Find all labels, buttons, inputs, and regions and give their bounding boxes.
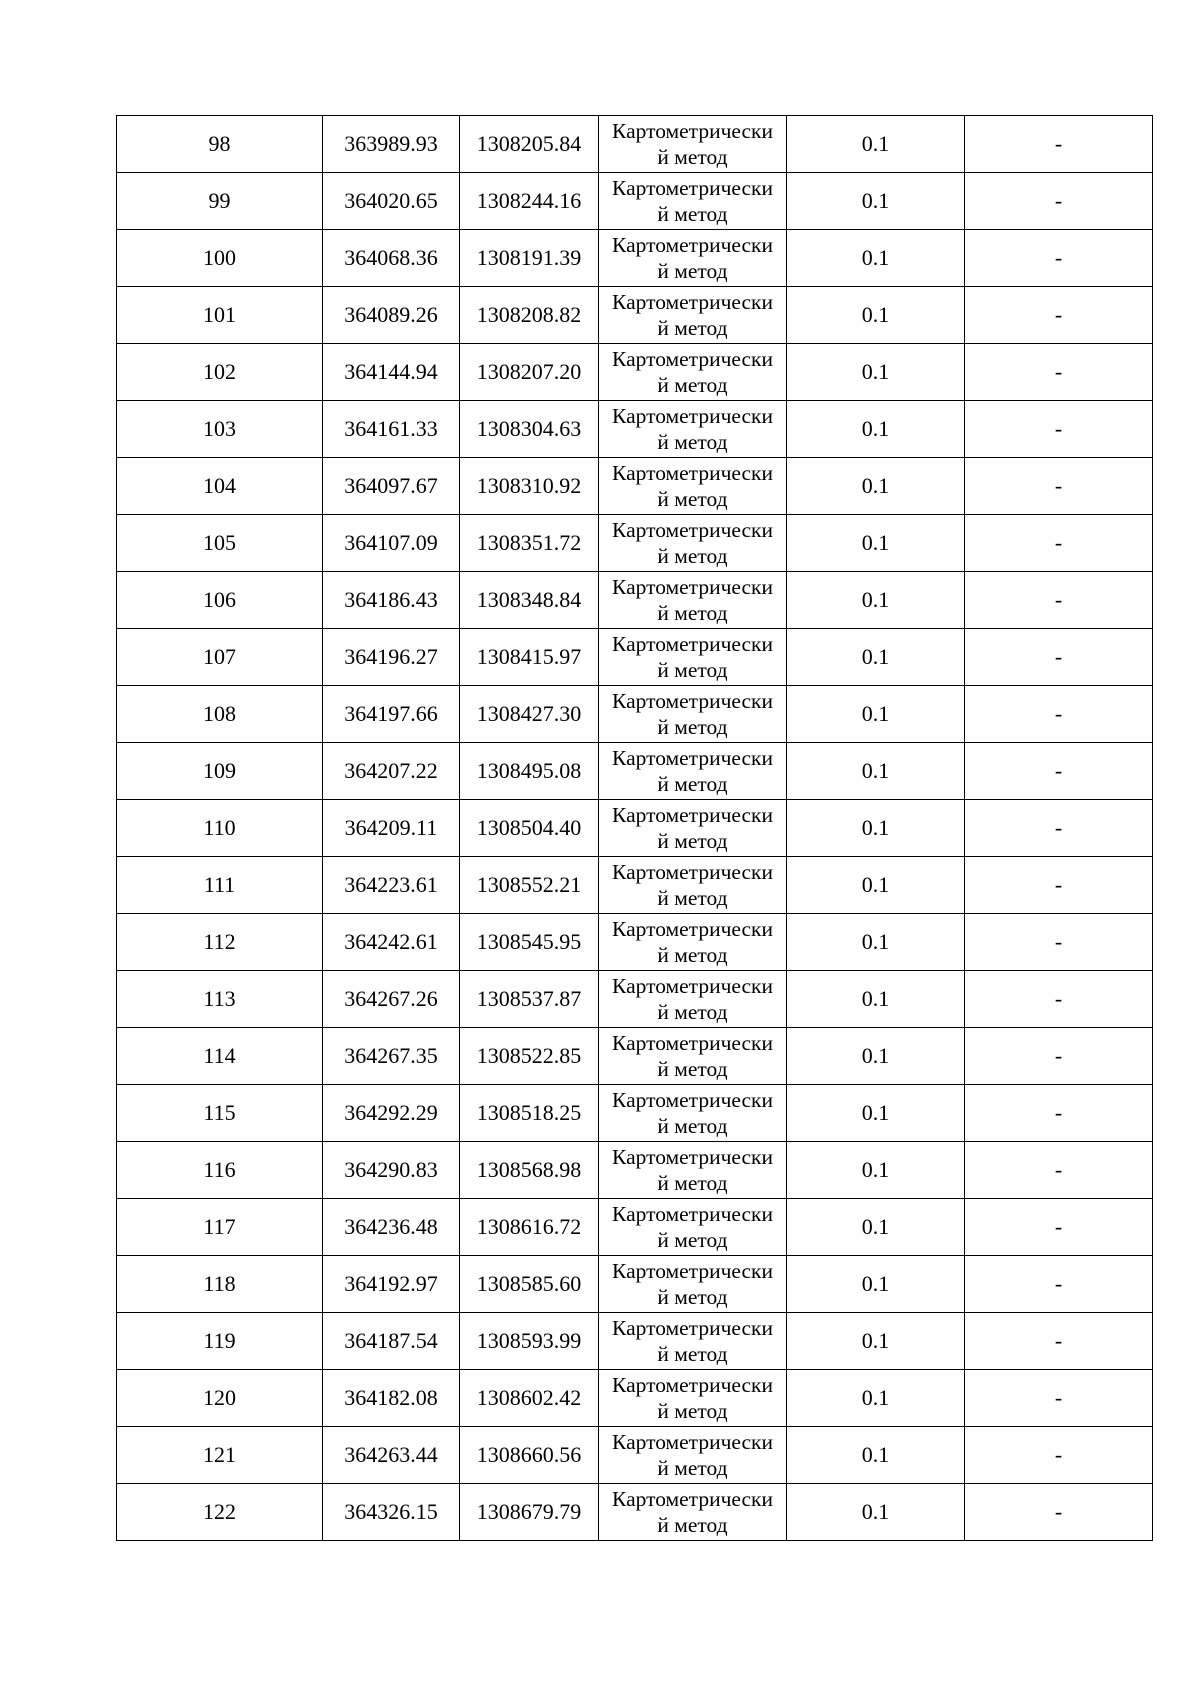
method-cell <box>599 401 787 458</box>
table-row <box>117 401 1153 458</box>
method-text-line-1: Картометрически <box>612 461 773 485</box>
y-coordinate-cell: 1308495.08 <box>460 743 599 800</box>
point-number-cell: 111 <box>117 857 323 914</box>
accuracy-cell: 0.1 <box>787 287 965 344</box>
method-text-line-2: й метод <box>657 430 728 454</box>
note-cell: - <box>965 971 1153 1028</box>
method-cell <box>599 686 787 743</box>
method-text-line-2: й метод <box>657 886 728 910</box>
method-cell <box>599 1427 787 1484</box>
point-number-cell: 101 <box>117 287 323 344</box>
y-coordinate-cell: 1308537.87 <box>460 971 599 1028</box>
method-text-line-1: Картометрически <box>612 119 773 143</box>
note-cell: - <box>965 344 1153 401</box>
method-cell <box>599 857 787 914</box>
method-text-line-1: Картометрически <box>612 575 773 599</box>
x-coordinate-cell: 364020.65 <box>323 173 460 230</box>
method-text-line-1: Картометрически <box>612 1430 773 1454</box>
y-coordinate-cell: 1308522.85 <box>460 1028 599 1085</box>
note-cell: - <box>965 515 1153 572</box>
x-coordinate-cell: 364326.15 <box>323 1484 460 1541</box>
accuracy-cell: 0.1 <box>787 743 965 800</box>
method-text-line-2: й метод <box>657 202 728 226</box>
x-coordinate-cell: 364187.54 <box>323 1313 460 1370</box>
method-cell <box>599 1142 787 1199</box>
y-coordinate-cell: 1308351.72 <box>460 515 599 572</box>
method-cell <box>599 230 787 287</box>
x-coordinate-cell: 364290.83 <box>323 1142 460 1199</box>
x-coordinate-cell: 364263.44 <box>323 1427 460 1484</box>
method-cell <box>599 344 787 401</box>
note-cell: - <box>965 458 1153 515</box>
point-number-cell: 114 <box>117 1028 323 1085</box>
note-cell: - <box>965 1085 1153 1142</box>
document-page <box>116 115 1152 1541</box>
method-text-line-2: й метод <box>657 772 728 796</box>
note-cell: - <box>965 1484 1153 1541</box>
table-row <box>117 116 1153 173</box>
note-cell: - <box>965 116 1153 173</box>
x-coordinate-cell: 364207.22 <box>323 743 460 800</box>
point-number-cell: 110 <box>117 800 323 857</box>
method-cell <box>599 800 787 857</box>
point-number-cell: 108 <box>117 686 323 743</box>
method-text-line-2: й метод <box>657 601 728 625</box>
y-coordinate-cell: 1308504.40 <box>460 800 599 857</box>
table-row <box>117 1427 1153 1484</box>
accuracy-cell: 0.1 <box>787 572 965 629</box>
table-row <box>117 971 1153 1028</box>
method-text-line-1: Картометрически <box>612 632 773 656</box>
x-coordinate-cell: 364107.09 <box>323 515 460 572</box>
point-number-cell: 116 <box>117 1142 323 1199</box>
note-cell: - <box>965 287 1153 344</box>
point-number-cell: 102 <box>117 344 323 401</box>
method-text-line-2: й метод <box>657 829 728 853</box>
table-row <box>117 515 1153 572</box>
method-text-line-2: й метод <box>657 145 728 169</box>
accuracy-cell: 0.1 <box>787 1256 965 1313</box>
table-row <box>117 1142 1153 1199</box>
method-text-line-1: Картометрически <box>612 233 773 257</box>
method-text-line-2: й метод <box>657 259 728 283</box>
method-text-line-1: Картометрически <box>612 689 773 713</box>
method-cell <box>599 914 787 971</box>
point-number-cell: 121 <box>117 1427 323 1484</box>
method-text-line-2: й метод <box>657 1285 728 1309</box>
method-text-line-1: Картометрически <box>612 974 773 998</box>
note-cell: - <box>965 173 1153 230</box>
table-row <box>117 629 1153 686</box>
point-number-cell: 122 <box>117 1484 323 1541</box>
method-text-line-2: й метод <box>657 1228 728 1252</box>
x-coordinate-cell: 364097.67 <box>323 458 460 515</box>
method-text-line-2: й метод <box>657 1000 728 1024</box>
method-text-line-1: Картометрически <box>612 1031 773 1055</box>
x-coordinate-cell: 364242.61 <box>323 914 460 971</box>
y-coordinate-cell: 1308593.99 <box>460 1313 599 1370</box>
note-cell: - <box>965 629 1153 686</box>
method-text-line-2: й метод <box>657 1057 728 1081</box>
x-coordinate-cell: 364196.27 <box>323 629 460 686</box>
y-coordinate-cell: 1308348.84 <box>460 572 599 629</box>
accuracy-cell: 0.1 <box>787 857 965 914</box>
y-coordinate-cell: 1308191.39 <box>460 230 599 287</box>
method-text-line-2: й метод <box>657 1171 728 1195</box>
y-coordinate-cell: 1308205.84 <box>460 116 599 173</box>
x-coordinate-cell: 363989.93 <box>323 116 460 173</box>
y-coordinate-cell: 1308552.21 <box>460 857 599 914</box>
y-coordinate-cell: 1308244.16 <box>460 173 599 230</box>
method-text-line-2: й метод <box>657 1399 728 1423</box>
accuracy-cell: 0.1 <box>787 1313 965 1370</box>
x-coordinate-cell: 364267.35 <box>323 1028 460 1085</box>
y-coordinate-cell: 1308660.56 <box>460 1427 599 1484</box>
method-text-line-1: Картометрически <box>612 803 773 827</box>
table-row <box>117 458 1153 515</box>
accuracy-cell: 0.1 <box>787 629 965 686</box>
accuracy-cell: 0.1 <box>787 173 965 230</box>
note-cell: - <box>965 1199 1153 1256</box>
method-text-line-1: Картометрически <box>612 860 773 884</box>
point-number-cell: 117 <box>117 1199 323 1256</box>
x-coordinate-cell: 364144.94 <box>323 344 460 401</box>
x-coordinate-cell: 364223.61 <box>323 857 460 914</box>
x-coordinate-cell: 364267.26 <box>323 971 460 1028</box>
coordinates-table <box>116 115 1153 1541</box>
method-cell <box>599 1484 787 1541</box>
table-row <box>117 857 1153 914</box>
point-number-cell: 120 <box>117 1370 323 1427</box>
method-text-line-1: Картометрически <box>612 290 773 314</box>
table-row <box>117 1370 1153 1427</box>
method-text-line-2: й метод <box>657 658 728 682</box>
point-number-cell: 104 <box>117 458 323 515</box>
x-coordinate-cell: 364192.97 <box>323 1256 460 1313</box>
accuracy-cell: 0.1 <box>787 230 965 287</box>
y-coordinate-cell: 1308585.60 <box>460 1256 599 1313</box>
point-number-cell: 106 <box>117 572 323 629</box>
table-row <box>117 344 1153 401</box>
accuracy-cell: 0.1 <box>787 458 965 515</box>
method-text-line-1: Картометрически <box>612 1259 773 1283</box>
method-cell <box>599 1028 787 1085</box>
point-number-cell: 115 <box>117 1085 323 1142</box>
method-text-line-1: Картометрически <box>612 1145 773 1169</box>
point-number-cell: 107 <box>117 629 323 686</box>
method-text-line-2: й метод <box>657 715 728 739</box>
y-coordinate-cell: 1308679.79 <box>460 1484 599 1541</box>
method-cell <box>599 1085 787 1142</box>
note-cell: - <box>965 1313 1153 1370</box>
accuracy-cell: 0.1 <box>787 686 965 743</box>
accuracy-cell: 0.1 <box>787 1085 965 1142</box>
note-cell: - <box>965 1256 1153 1313</box>
method-text-line-2: й метод <box>657 1513 728 1537</box>
y-coordinate-cell: 1308208.82 <box>460 287 599 344</box>
method-text-line-2: й метод <box>657 373 728 397</box>
method-text-line-2: й метод <box>657 1114 728 1138</box>
table-row <box>117 1484 1153 1541</box>
note-cell: - <box>965 401 1153 458</box>
method-cell <box>599 1256 787 1313</box>
method-cell <box>599 971 787 1028</box>
x-coordinate-cell: 364209.11 <box>323 800 460 857</box>
note-cell: - <box>965 857 1153 914</box>
point-number-cell: 109 <box>117 743 323 800</box>
accuracy-cell: 0.1 <box>787 1427 965 1484</box>
y-coordinate-cell: 1308616.72 <box>460 1199 599 1256</box>
note-cell: - <box>965 1370 1153 1427</box>
method-text-line-2: й метод <box>657 316 728 340</box>
table-row <box>117 230 1153 287</box>
table-row <box>117 173 1153 230</box>
method-text-line-1: Картометрически <box>612 1202 773 1226</box>
note-cell: - <box>965 1028 1153 1085</box>
accuracy-cell: 0.1 <box>787 344 965 401</box>
coordinates-table-body <box>117 116 1153 1541</box>
table-row <box>117 1085 1153 1142</box>
method-text-line-1: Картометрически <box>612 176 773 200</box>
method-text-line-1: Картометрически <box>612 1316 773 1340</box>
x-coordinate-cell: 364186.43 <box>323 572 460 629</box>
table-row <box>117 743 1153 800</box>
table-row <box>117 1028 1153 1085</box>
note-cell: - <box>965 914 1153 971</box>
method-text-line-1: Картометрически <box>612 1487 773 1511</box>
x-coordinate-cell: 364197.66 <box>323 686 460 743</box>
note-cell: - <box>965 686 1153 743</box>
point-number-cell: 105 <box>117 515 323 572</box>
y-coordinate-cell: 1308602.42 <box>460 1370 599 1427</box>
y-coordinate-cell: 1308518.25 <box>460 1085 599 1142</box>
note-cell: - <box>965 230 1153 287</box>
table-row <box>117 686 1153 743</box>
method-text-line-2: й метод <box>657 943 728 967</box>
method-text-line-2: й метод <box>657 1342 728 1366</box>
note-cell: - <box>965 743 1153 800</box>
point-number-cell: 99 <box>117 173 323 230</box>
method-text-line-1: Картометрически <box>612 1088 773 1112</box>
y-coordinate-cell: 1308427.30 <box>460 686 599 743</box>
accuracy-cell: 0.1 <box>787 1142 965 1199</box>
method-cell <box>599 743 787 800</box>
accuracy-cell: 0.1 <box>787 800 965 857</box>
x-coordinate-cell: 364236.48 <box>323 1199 460 1256</box>
accuracy-cell: 0.1 <box>787 1199 965 1256</box>
method-cell <box>599 1313 787 1370</box>
accuracy-cell: 0.1 <box>787 1028 965 1085</box>
method-cell <box>599 1370 787 1427</box>
table-row <box>117 1313 1153 1370</box>
point-number-cell: 118 <box>117 1256 323 1313</box>
method-text-line-1: Картометрически <box>612 518 773 542</box>
method-text-line-1: Картометрически <box>612 917 773 941</box>
x-coordinate-cell: 364089.26 <box>323 287 460 344</box>
method-text-line-2: й метод <box>657 1456 728 1480</box>
method-text-line-2: й метод <box>657 487 728 511</box>
x-coordinate-cell: 364161.33 <box>323 401 460 458</box>
accuracy-cell: 0.1 <box>787 971 965 1028</box>
accuracy-cell: 0.1 <box>787 116 965 173</box>
method-cell <box>599 572 787 629</box>
accuracy-cell: 0.1 <box>787 1370 965 1427</box>
accuracy-cell: 0.1 <box>787 401 965 458</box>
table-row <box>117 572 1153 629</box>
note-cell: - <box>965 1142 1153 1199</box>
point-number-cell: 100 <box>117 230 323 287</box>
table-row <box>117 1256 1153 1313</box>
point-number-cell: 103 <box>117 401 323 458</box>
method-text-line-1: Картометрически <box>612 1373 773 1397</box>
table-row <box>117 287 1153 344</box>
point-number-cell: 119 <box>117 1313 323 1370</box>
method-text-line-1: Картометрически <box>612 746 773 770</box>
y-coordinate-cell: 1308304.63 <box>460 401 599 458</box>
accuracy-cell: 0.1 <box>787 1484 965 1541</box>
method-cell <box>599 287 787 344</box>
accuracy-cell: 0.1 <box>787 914 965 971</box>
table-row <box>117 914 1153 971</box>
y-coordinate-cell: 1308207.20 <box>460 344 599 401</box>
note-cell: - <box>965 572 1153 629</box>
y-coordinate-cell: 1308415.97 <box>460 629 599 686</box>
method-cell <box>599 515 787 572</box>
x-coordinate-cell: 364292.29 <box>323 1085 460 1142</box>
method-cell <box>599 173 787 230</box>
accuracy-cell: 0.1 <box>787 515 965 572</box>
y-coordinate-cell: 1308545.95 <box>460 914 599 971</box>
table-row <box>117 800 1153 857</box>
method-text-line-2: й метод <box>657 544 728 568</box>
method-cell <box>599 458 787 515</box>
x-coordinate-cell: 364182.08 <box>323 1370 460 1427</box>
table-row <box>117 1199 1153 1256</box>
point-number-cell: 113 <box>117 971 323 1028</box>
method-cell <box>599 629 787 686</box>
method-text-line-1: Картометрически <box>612 347 773 371</box>
point-number-cell: 112 <box>117 914 323 971</box>
y-coordinate-cell: 1308568.98 <box>460 1142 599 1199</box>
note-cell: - <box>965 800 1153 857</box>
y-coordinate-cell: 1308310.92 <box>460 458 599 515</box>
method-cell <box>599 116 787 173</box>
point-number-cell: 98 <box>117 116 323 173</box>
method-text-line-1: Картометрически <box>612 404 773 428</box>
method-cell <box>599 1199 787 1256</box>
note-cell: - <box>965 1427 1153 1484</box>
x-coordinate-cell: 364068.36 <box>323 230 460 287</box>
